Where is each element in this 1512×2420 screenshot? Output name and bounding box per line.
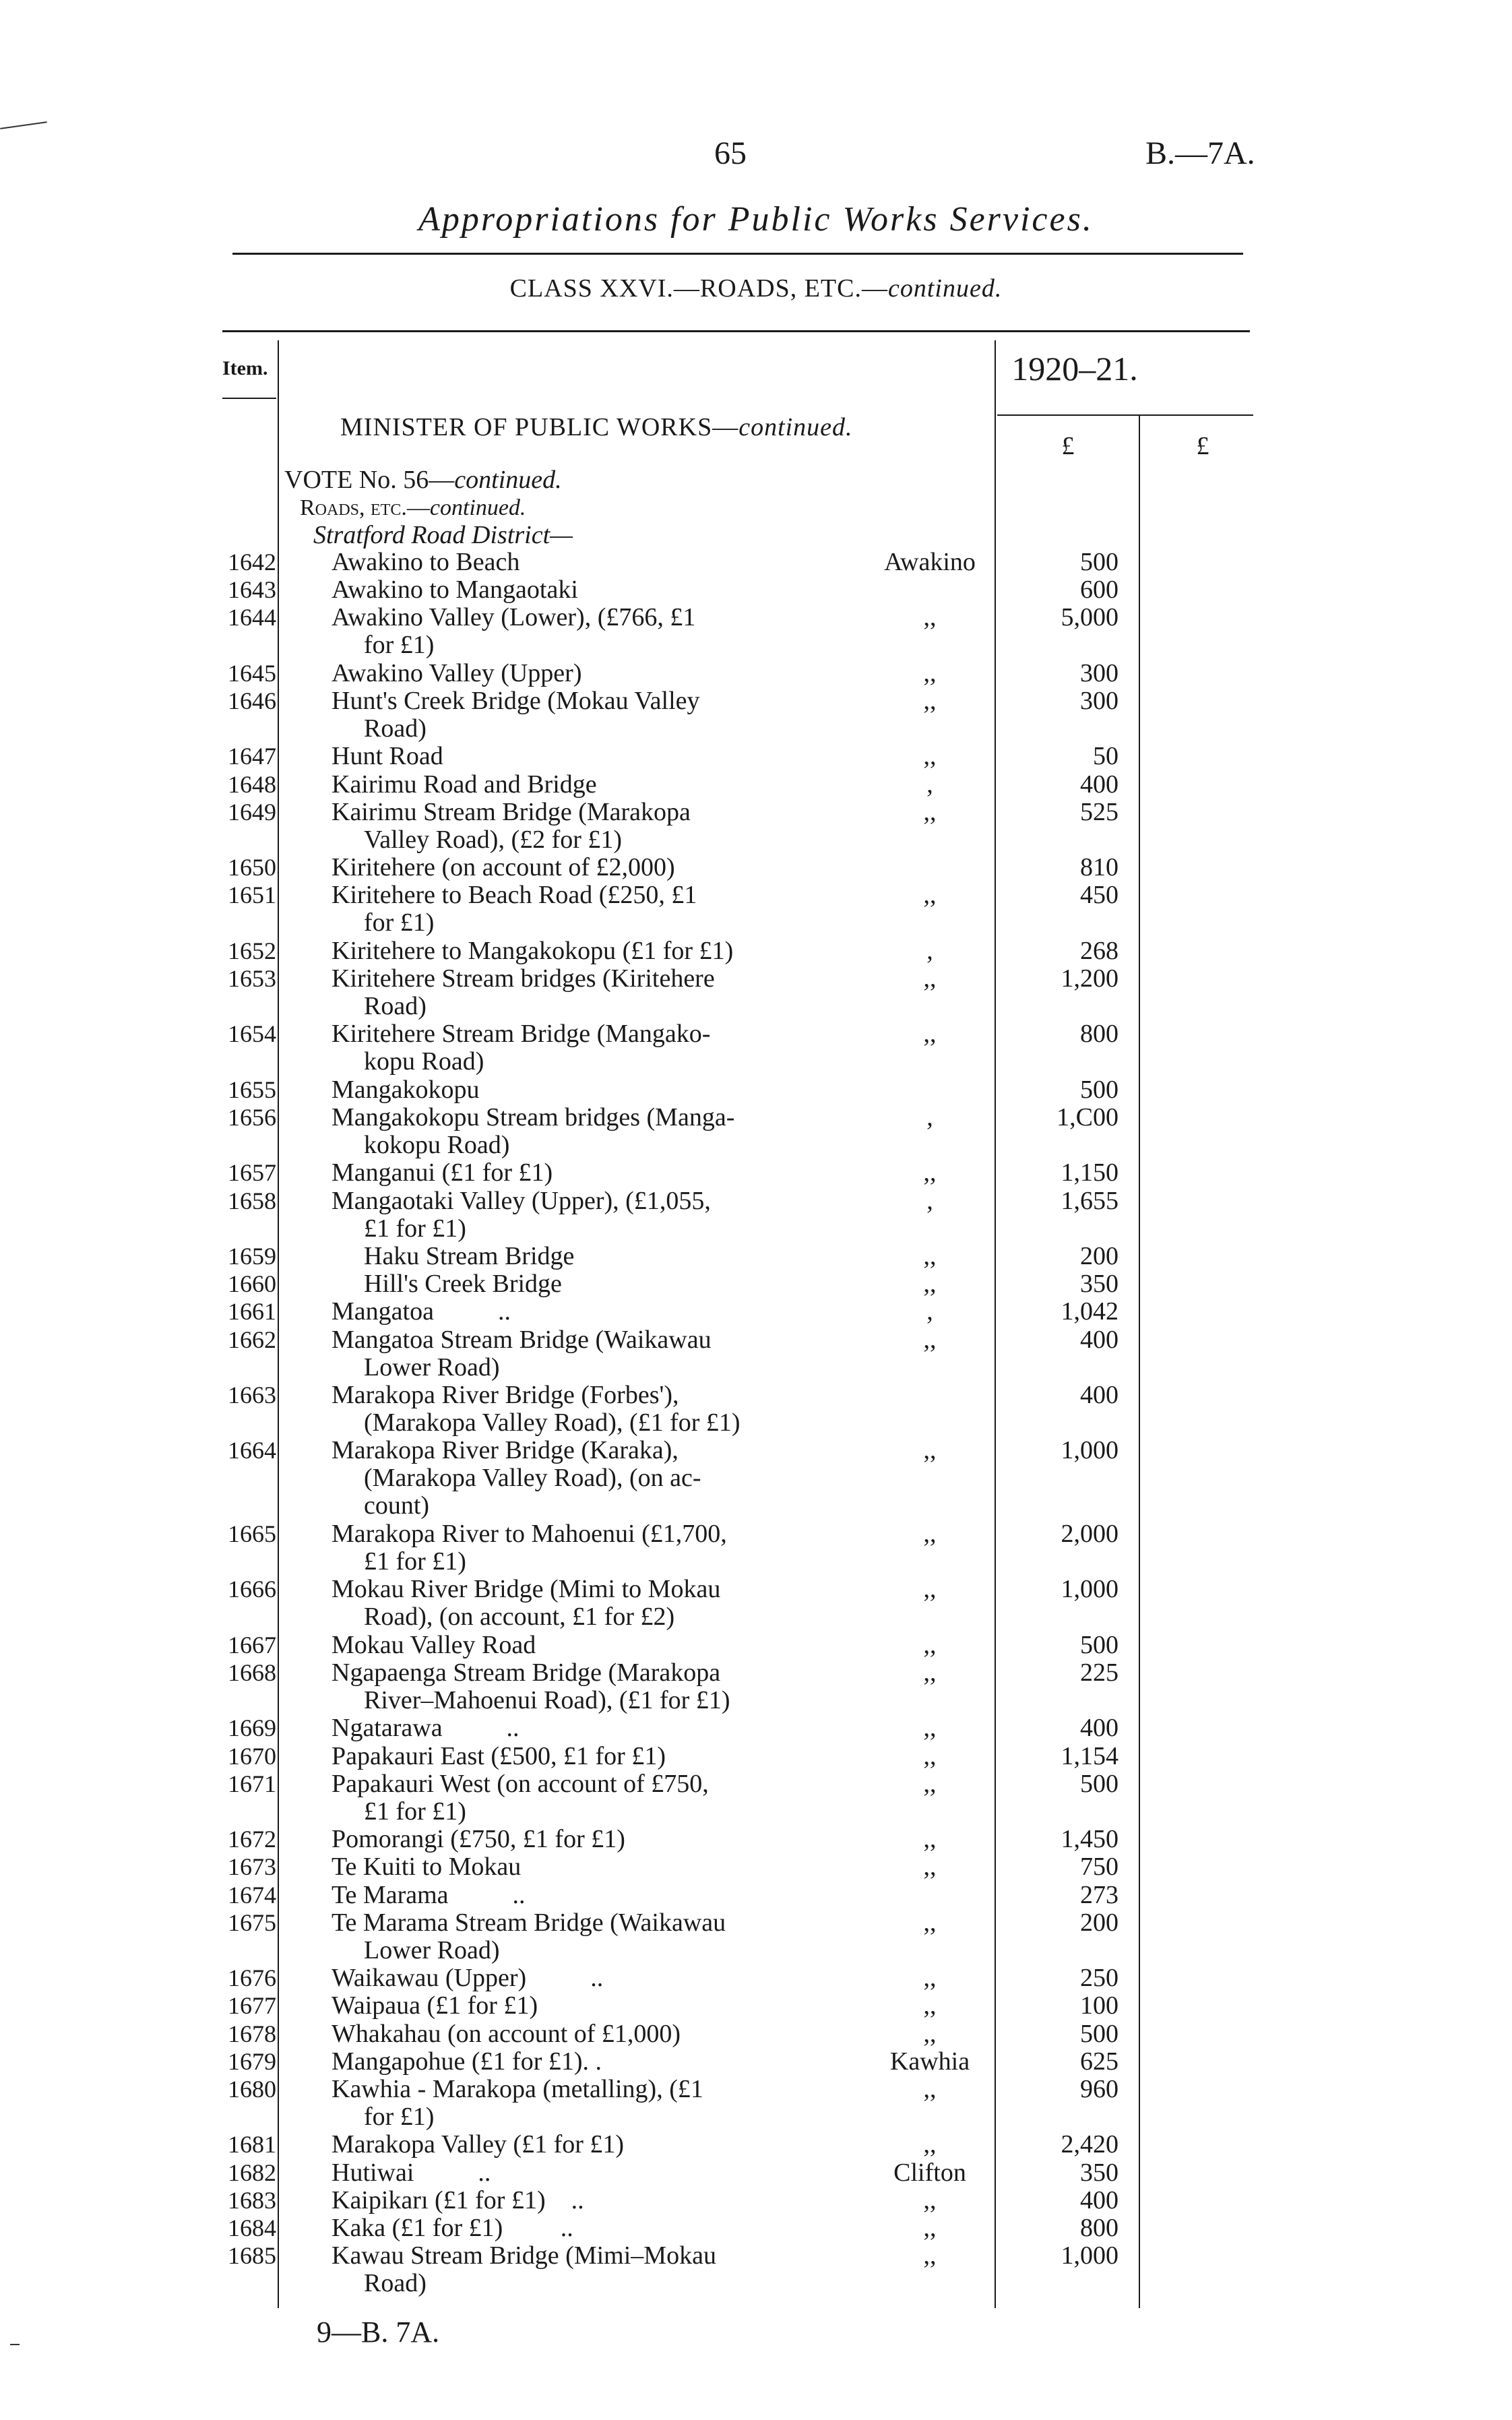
- item-number: 1672: [228, 1826, 276, 1853]
- item-number: 1647: [228, 743, 276, 770]
- item-amount: 800: [1080, 2214, 1119, 2242]
- item-number: 1666: [228, 1576, 276, 1603]
- description-line: Marakopa River to Mahoenui (£1,700,: [332, 1520, 727, 1548]
- item-description: [332, 1437, 701, 1520]
- table-top-rule: [222, 330, 1250, 332]
- item-number: 1663: [228, 1382, 276, 1408]
- currency-current-header: £: [1061, 432, 1075, 460]
- item-locality: Awakino: [884, 548, 976, 576]
- description-line: Whakahau (on account of £1,000): [332, 2019, 681, 2048]
- document-reference: B.—7A.: [1145, 135, 1255, 171]
- description-line: Awakino Valley (Upper): [332, 658, 582, 687]
- item-number: 1650: [228, 854, 276, 881]
- item-locality: ,: [926, 1103, 933, 1131]
- item-amount: 400: [1080, 2185, 1119, 2214]
- item-amount: 400: [1080, 770, 1119, 799]
- description-continuation: Road), (on account, £1 for £2): [364, 1603, 675, 1632]
- item-number: 1660: [228, 1270, 276, 1298]
- class-heading-text: CLASS XXVI.—ROADS, ETC.—: [509, 274, 888, 303]
- item-locality: ,,: [923, 1242, 937, 1270]
- description-line: Haku Stream Bridge: [364, 1242, 575, 1270]
- item-number: 1643: [228, 576, 276, 604]
- item-description: [332, 2076, 703, 2131]
- item-amount: 1,154: [1061, 1741, 1119, 1770]
- item-locality: ,,: [923, 658, 937, 687]
- item-amount: 1,C00: [1057, 1103, 1119, 1131]
- item-locality: ,,: [923, 1658, 937, 1687]
- item-header-underline: [222, 398, 276, 399]
- item-amount: 400: [1080, 1714, 1119, 1743]
- description-continuation: River–Mahoenui Road), (£1 for £1): [364, 1686, 730, 1714]
- item-amount: 273: [1080, 1880, 1119, 1909]
- item-amount: 268: [1080, 936, 1119, 965]
- item-number: 1646: [228, 687, 276, 714]
- vote-heading-continued: continued.: [454, 466, 562, 494]
- item-amount: 400: [1080, 1325, 1119, 1354]
- minister-heading-text: MINISTER OF PUBLIC WORKS—: [340, 413, 739, 441]
- item-number: 1648: [228, 770, 276, 798]
- minister-heading: [340, 412, 853, 442]
- item-description: [332, 1520, 727, 1576]
- amount-column-rule: [1139, 414, 1140, 2308]
- description-continuation: (Marakopa Valley Road), (£1 for £1): [364, 1408, 741, 1437]
- item-amount: 5,000: [1061, 603, 1119, 632]
- item-locality: ,,: [923, 1825, 937, 1854]
- item-number: 1674: [228, 1881, 276, 1909]
- description-line: Ngatarawa ..: [332, 1714, 519, 1743]
- description-line: Kawhia - Marakopa (metalling), (£1: [332, 2075, 703, 2103]
- item-description: [332, 854, 675, 881]
- item-locality: ,,: [923, 1769, 937, 1798]
- item-amount: 250: [1080, 1964, 1119, 1993]
- page-title: Appropriations for Public Works Services.: [418, 200, 1094, 239]
- item-amount: 350: [1080, 2158, 1119, 2187]
- description-line: Te Marama ..: [332, 1880, 526, 1909]
- description-continuation: Road): [364, 2269, 427, 2298]
- item-number: 1659: [228, 1243, 276, 1270]
- item-locality: ,,: [923, 1964, 937, 1993]
- location-column-rule: [995, 340, 996, 2308]
- class-heading: [0, 274, 1512, 303]
- item-locality: ,,: [923, 2241, 937, 2270]
- description-line: Kawau Stream Bridge (Mimi–Mokau: [332, 2241, 716, 2270]
- item-locality: Kawhia: [889, 2047, 970, 2076]
- description-line: Mangakokopu: [332, 1075, 480, 1104]
- description-line: Hunt Road: [332, 742, 443, 771]
- item-amount: 300: [1080, 687, 1119, 715]
- item-locality: ,,: [923, 964, 937, 993]
- item-amount: 1,000: [1061, 2241, 1119, 2270]
- roads-heading: [300, 494, 526, 522]
- roads-heading-text: Roads, etc.—: [300, 495, 430, 520]
- item-number: 1661: [228, 1298, 276, 1326]
- item-number: 1651: [228, 881, 276, 909]
- item-description: [332, 1743, 666, 1770]
- item-description: [332, 2020, 681, 2048]
- description-line: Marakopa Valley (£1 for £1): [332, 2130, 625, 2159]
- description-line: Waikawau (Upper) ..: [332, 1964, 604, 1993]
- item-number: 1658: [228, 1187, 276, 1214]
- item-number: 1670: [228, 1742, 276, 1770]
- item-description: [332, 881, 697, 937]
- year-column-header: 1920–21.: [1011, 350, 1138, 387]
- item-description: [364, 1243, 574, 1270]
- description-line: Te Kuiti to Mokau: [332, 1853, 522, 1882]
- item-description: [332, 1882, 526, 1909]
- description-line: Kiritehere Stream Bridge (Mangako-: [332, 1020, 711, 1049]
- item-number: 1682: [228, 2159, 276, 2186]
- item-description: [332, 937, 733, 965]
- item-amount: 50: [1093, 742, 1119, 771]
- roads-heading-continued: continued.: [429, 495, 526, 520]
- item-number: 1653: [228, 965, 276, 992]
- description-continuation: Valley Road), (£2 for £1): [364, 825, 623, 854]
- item-description: [332, 549, 519, 576]
- item-description: [332, 1382, 741, 1437]
- item-number: 1679: [228, 2047, 276, 2075]
- item-amount: 960: [1080, 2075, 1119, 2103]
- item-number: 1649: [228, 798, 276, 826]
- item-amount: 1,000: [1061, 1575, 1119, 1604]
- description-line: Mangapohue (£1 for £1). .: [332, 2047, 602, 2076]
- description-continuation: £1 for £1): [364, 1797, 466, 1826]
- description-line: Papakauri West (on account of £750,: [332, 1769, 709, 1798]
- item-locality: ,,: [923, 1436, 937, 1465]
- description-line: Awakino to Mangaotaki: [332, 576, 578, 604]
- currency-previous-header: £: [1196, 432, 1209, 460]
- item-locality: ,,: [923, 2214, 937, 2242]
- description-line: Mangatoa ..: [332, 1297, 511, 1326]
- district-heading: Stratford Road District—: [313, 521, 573, 549]
- item-locality: ,,: [923, 1630, 937, 1659]
- item-locality: ,,: [923, 1741, 937, 1770]
- item-description: [364, 1270, 562, 1298]
- item-locality: ,,: [923, 1020, 937, 1049]
- description-line: Kiritehere to Beach Road (£250, £1: [332, 881, 697, 910]
- item-number: 1683: [228, 2186, 276, 2214]
- description-continuation: Road): [364, 992, 427, 1020]
- item-number: 1668: [228, 1659, 276, 1686]
- item-description: [332, 2159, 491, 2187]
- item-locality: ,,: [923, 1270, 937, 1299]
- item-description: [332, 2242, 716, 2297]
- vote-heading: [284, 466, 562, 494]
- description-continuation: kokopu Road): [364, 1131, 510, 1159]
- item-number: 1654: [228, 1020, 276, 1048]
- item-number: 1652: [228, 937, 276, 964]
- item-amount: 750: [1080, 1853, 1119, 1882]
- item-amount: 1,200: [1061, 964, 1119, 993]
- item-description: [332, 660, 581, 687]
- item-description: [332, 1076, 480, 1104]
- description-continuation: for £1): [364, 631, 435, 660]
- item-description: [332, 1853, 521, 1881]
- item-locality: ,,: [923, 2130, 937, 2159]
- item-locality: ,,: [923, 2185, 937, 2214]
- item-description: [332, 1714, 519, 1742]
- title-rule: [232, 253, 1243, 255]
- item-description: [332, 576, 578, 604]
- description-line: Pomorangi (£750, £1 for £1): [332, 1825, 625, 1854]
- class-heading-continued: continued.: [887, 274, 1003, 303]
- item-locality: ,,: [923, 687, 937, 715]
- description-continuation: kopu Road): [364, 1047, 484, 1076]
- item-locality: ,: [926, 1297, 933, 1326]
- description-line: Hill's Creek Bridge: [364, 1270, 562, 1299]
- item-column-header: Item.: [222, 357, 268, 379]
- margin-mark-bottom: [10, 2344, 20, 2345]
- description-line: Kiritehere to Mangakokopu (£1 for £1): [332, 936, 734, 965]
- description-line: Kiritehere (on account of £2,000): [332, 853, 675, 882]
- description-line: Awakino Valley (Lower), (£766, £1: [332, 603, 696, 632]
- item-number: 1665: [228, 1520, 276, 1547]
- item-amount: 300: [1080, 658, 1119, 687]
- item-description: [332, 965, 715, 1020]
- item-number: 1662: [228, 1326, 276, 1353]
- item-amount: 500: [1080, 2019, 1119, 2048]
- item-number: 1678: [228, 2020, 276, 2047]
- item-locality: ,,: [923, 1991, 937, 2020]
- description-continuation: Lower Road): [364, 1353, 500, 1382]
- description-line: Marakopa River Bridge (Karaka),: [332, 1436, 679, 1465]
- item-description: [332, 1104, 734, 1159]
- description-line: Manganui (£1 for £1): [332, 1158, 553, 1187]
- item-locality: ,,: [923, 1853, 937, 1882]
- description-continuation: Road): [364, 714, 427, 743]
- signature-footer: 9—B. 7A.: [317, 2316, 440, 2349]
- item-number: 1675: [228, 1909, 276, 1936]
- item-amount: 2,420: [1061, 2130, 1119, 2159]
- description-line: Kiritehere Stream bridges (Kiritehere: [332, 964, 715, 993]
- item-description: [332, 1159, 553, 1187]
- description-line: Kairimu Road and Bridge: [332, 770, 597, 799]
- item-amount: 200: [1080, 1908, 1119, 1937]
- item-locality: ,,: [923, 2019, 937, 2048]
- minister-heading-continued: continued.: [738, 413, 853, 441]
- item-number: 1656: [228, 1104, 276, 1131]
- item-amount: 350: [1080, 1270, 1119, 1299]
- item-amount: 1,655: [1061, 1186, 1119, 1215]
- item-number: 1667: [228, 1631, 276, 1658]
- item-description: [332, 1770, 709, 1826]
- item-number: 1642: [228, 549, 276, 576]
- item-amount: 625: [1080, 2047, 1119, 2076]
- item-locality: ,,: [923, 2075, 937, 2103]
- item-number: 1676: [228, 1964, 276, 1992]
- item-locality: ,,: [923, 742, 937, 771]
- description-line: Papakauri East (£500, £1 for £1): [332, 1741, 666, 1770]
- item-amount: 500: [1080, 1630, 1119, 1659]
- item-description: [332, 687, 700, 743]
- item-column-rule: [278, 340, 279, 2308]
- item-locality: ,,: [923, 1325, 937, 1354]
- item-description: [332, 1659, 730, 1714]
- item-description: [332, 1909, 726, 1964]
- item-description: [332, 799, 691, 854]
- item-amount: 525: [1080, 797, 1119, 826]
- item-number: 1673: [228, 1853, 276, 1881]
- description-line: Waipaua (£1 for £1): [332, 1991, 538, 2020]
- item-description: [332, 1826, 625, 1853]
- item-amount: 1,042: [1061, 1297, 1119, 1326]
- item-amount: 500: [1080, 1769, 1119, 1798]
- item-description: [332, 1298, 511, 1326]
- description-continuation: for £1): [364, 2103, 435, 2131]
- description-line: Hunt's Creek Bridge (Mokau Valley: [332, 687, 700, 715]
- item-locality: ,: [926, 936, 933, 965]
- item-amount: 500: [1080, 548, 1119, 576]
- item-amount: 1,150: [1061, 1158, 1119, 1187]
- description-line: Hutiwai ..: [332, 2158, 491, 2187]
- item-locality: ,,: [923, 603, 937, 632]
- item-description: [332, 2048, 602, 2076]
- item-amount: 1,000: [1061, 1436, 1119, 1465]
- item-description: [332, 743, 443, 770]
- item-amount: 225: [1080, 1658, 1119, 1687]
- item-amount: 400: [1080, 1381, 1119, 1409]
- vote-heading-text: VOTE No. 56—: [284, 466, 455, 494]
- description-continuation: (Marakopa Valley Road), (on ac-: [364, 1464, 701, 1493]
- item-number: 1681: [228, 2131, 276, 2159]
- item-amount: 600: [1080, 576, 1119, 604]
- item-description: [332, 2214, 573, 2242]
- item-number: 1644: [228, 604, 276, 631]
- item-number: 1655: [228, 1076, 276, 1103]
- description-line: Te Marama Stream Bridge (Waikawau: [332, 1908, 726, 1937]
- item-description: [332, 604, 695, 659]
- description-line: Ngapaenga Stream Bridge (Marakopa: [332, 1658, 721, 1687]
- description-line: Mokau Valley Road: [332, 1630, 536, 1659]
- description-line: Marakopa River Bridge (Forbes'),: [332, 1381, 679, 1409]
- item-number: 1677: [228, 1992, 276, 2020]
- item-description: [332, 1964, 603, 1992]
- item-number: 1680: [228, 2076, 276, 2103]
- description-line: Mokau River Bridge (Mimi to Mokau: [332, 1575, 721, 1604]
- item-amount: 2,000: [1061, 1520, 1119, 1548]
- year-header-rule: [997, 414, 1253, 416]
- item-amount: 450: [1080, 881, 1119, 910]
- description-continuation: count): [364, 1491, 430, 1520]
- description-continuation: Lower Road): [364, 1935, 500, 1964]
- margin-mark-top: [0, 121, 47, 129]
- item-number: 1669: [228, 1714, 276, 1742]
- item-locality: ,,: [923, 797, 937, 826]
- item-number: 1685: [228, 2242, 276, 2270]
- item-locality: ,: [926, 1186, 933, 1215]
- item-amount: 200: [1080, 1242, 1119, 1270]
- description-line: Kaka (£1 for £1) ..: [332, 2214, 573, 2242]
- item-description: [332, 1187, 711, 1243]
- description-line: Mangatoa Stream Bridge (Waikawau: [332, 1325, 712, 1354]
- item-description: [332, 1632, 536, 1659]
- item-number: 1671: [228, 1770, 276, 1797]
- item-description: [332, 2131, 624, 2159]
- item-amount: 100: [1080, 1991, 1119, 2020]
- item-description: [332, 2187, 584, 2214]
- item-locality: ,,: [923, 1714, 937, 1743]
- item-number: 1664: [228, 1437, 276, 1464]
- item-amount: 1,450: [1061, 1825, 1119, 1854]
- item-description: [332, 771, 597, 799]
- item-locality: ,,: [923, 1520, 937, 1548]
- description-line: Mangakokopu Stream bridges (Manga-: [332, 1103, 735, 1131]
- description-line: Kairimu Stream Bridge (Marakopa: [332, 797, 691, 826]
- item-description: [332, 1992, 538, 2020]
- item-locality: ,: [926, 770, 933, 799]
- page-number: 65: [714, 135, 747, 171]
- item-locality: ,,: [923, 881, 937, 910]
- item-locality: Clifton: [893, 2158, 966, 2187]
- description-line: Kaipikarı (£1 for £1) ..: [332, 2185, 584, 2214]
- item-number: 1645: [228, 659, 276, 687]
- description-line: Mangaotaki Valley (Upper), (£1,055,: [332, 1186, 711, 1215]
- item-description: [332, 1020, 710, 1076]
- item-amount: 800: [1080, 1020, 1119, 1049]
- item-amount: 810: [1080, 853, 1119, 882]
- item-number: 1684: [228, 2214, 276, 2241]
- item-description: [332, 1326, 712, 1382]
- item-number: 1657: [228, 1159, 276, 1187]
- description-continuation: £1 for £1): [364, 1547, 466, 1576]
- item-description: [332, 1576, 720, 1631]
- description-continuation: for £1): [364, 908, 435, 937]
- description-line: Awakino to Beach: [332, 548, 520, 576]
- item-locality: ,,: [923, 1158, 937, 1187]
- item-locality: ,,: [923, 1575, 937, 1604]
- item-locality: ,,: [923, 1908, 937, 1937]
- item-amount: 500: [1080, 1075, 1119, 1104]
- description-continuation: £1 for £1): [364, 1214, 466, 1243]
